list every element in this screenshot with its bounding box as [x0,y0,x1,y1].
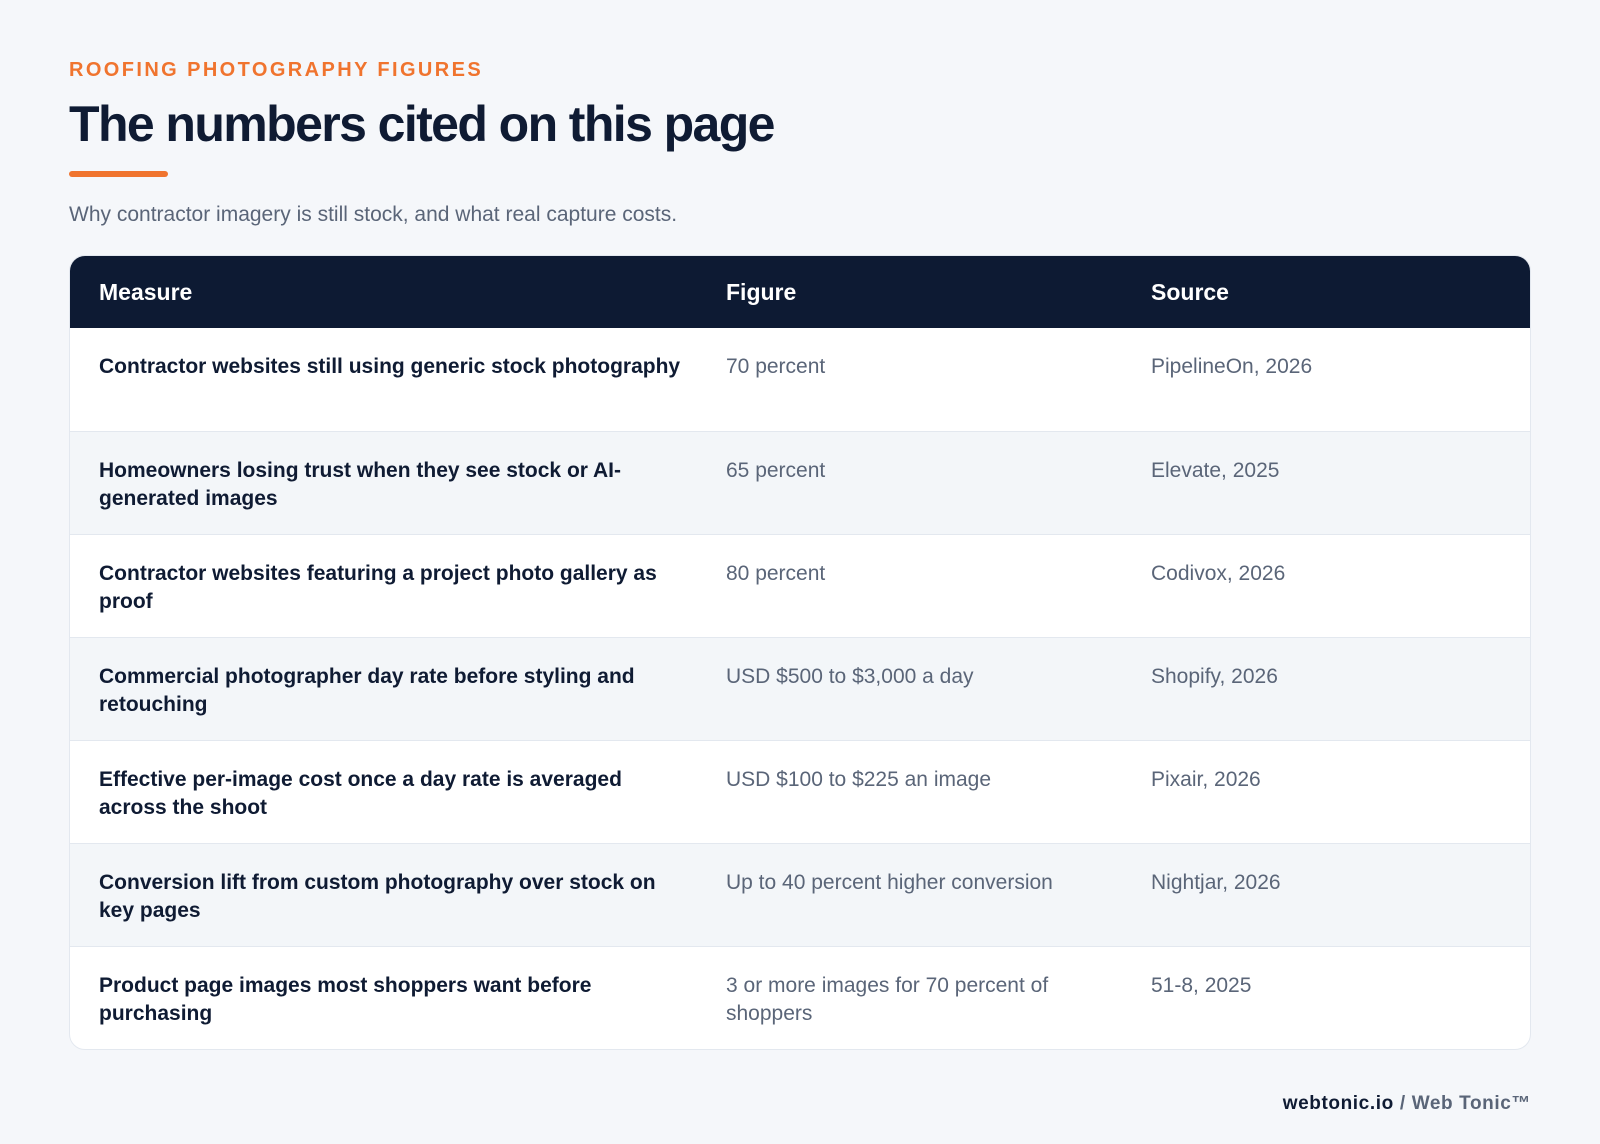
measure-cell: Contractor websites still using generic stock photography [99,355,681,378]
source-cell: Pixair, 2026 [1151,767,1261,791]
footer-credit [1283,1092,1531,1116]
measure-cell: Product page images most shoppers want before purchasing [99,973,592,1025]
eyebrow-label: ROOFING PHOTOGRAPHY FIGURES [69,59,484,81]
table-row [70,740,1531,843]
source-cell: Codivox, 2026 [1151,561,1286,585]
measure-cell: Effective per-image cost once a day rate is averaged across the shoot [99,767,622,819]
figure-cell: 3 or more images for 70 percent of shoppers [726,973,1049,1025]
source-cell: PipelineOn, 2026 [1151,355,1313,378]
figures-table [70,256,1531,1049]
source-cell: Nightjar, 2026 [1151,870,1281,894]
table-row [70,431,1531,534]
page-content [69,58,1531,1050]
figure-cell: 70 percent [726,355,826,378]
figure-cell: 80 percent [726,561,826,585]
title-accent-bar [69,171,168,177]
page-subtitle: Why contractor imagery is still stock, and what real capture costs. [69,203,678,226]
table-row [70,534,1531,637]
figures-table-card [69,255,1531,1050]
table-row [70,946,1531,1049]
measure-cell: Conversion lift from custom photography over stock on key pages [99,870,656,922]
table-row [70,328,1531,431]
column-header-figure: Figure [726,278,797,305]
page-title: The numbers cited on this page [69,96,774,152]
figure-cell: USD $100 to $225 an image [726,767,992,791]
measure-cell: Contractor websites featuring a project photo gallery as proof [99,561,657,613]
measure-cell: Homeowners losing trust when they see stock or AI-generated images [99,458,621,510]
table-header-row [70,256,1531,328]
figure-cell: Up to 40 percent higher conversion [726,870,1053,894]
column-header-source: Source [1151,278,1229,305]
column-header-measure: Measure [99,278,193,305]
footer-separator: / [1399,1093,1406,1114]
table-row [70,637,1531,740]
footer-domain: webtonic.io [1282,1093,1394,1114]
figure-cell: 65 percent [726,458,826,482]
measure-cell: Commercial photographer day rate before styling and retouching [99,664,635,716]
source-cell: Shopify, 2026 [1151,664,1278,688]
figure-cell: USD $500 to $3,000 a day [726,664,974,688]
footer-brand: Web Tonic™ [1411,1093,1531,1114]
source-cell: Elevate, 2025 [1151,458,1280,482]
source-cell: 51-8, 2025 [1151,973,1252,997]
table-body [70,328,1531,1049]
table-row [70,843,1531,946]
table-header [70,256,1531,328]
